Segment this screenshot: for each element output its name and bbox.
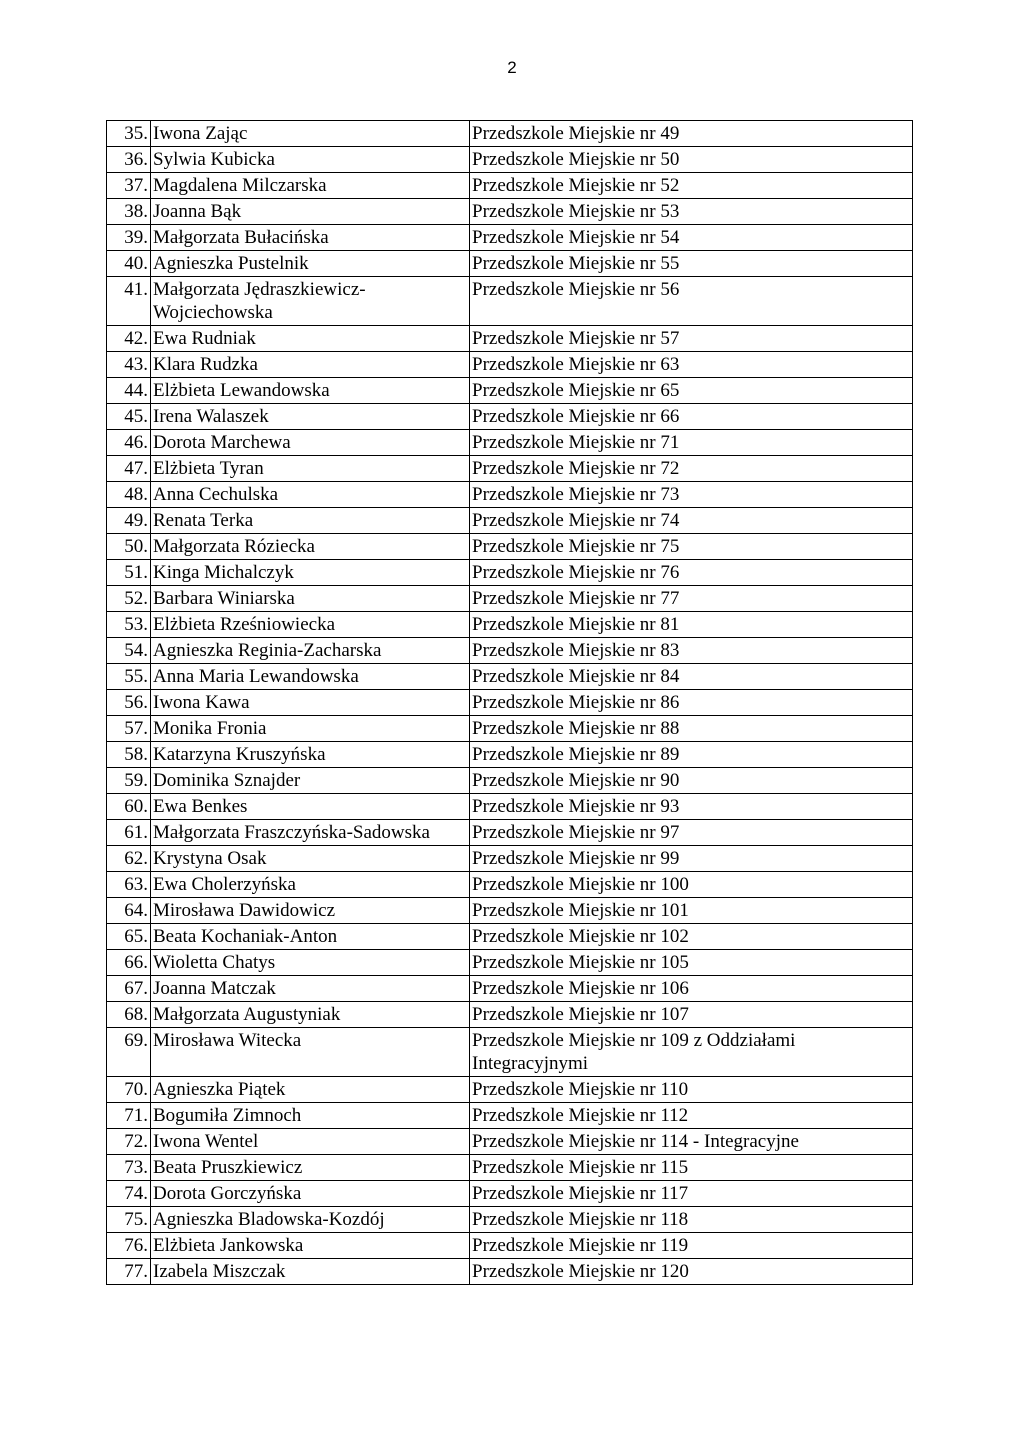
- table-row: [107, 430, 913, 456]
- teacher-name: Renata Terka: [151, 508, 470, 534]
- teacher-name: Elżbieta Lewandowska: [151, 378, 470, 404]
- table-row: [107, 1002, 913, 1028]
- row-number: 63.: [107, 872, 151, 898]
- table-row: [107, 225, 913, 251]
- school-name: Przedszkole Miejskie nr 52: [470, 173, 913, 199]
- school-name: Przedszkole Miejskie nr 66: [470, 404, 913, 430]
- teacher-name: Elżbieta Tyran: [151, 456, 470, 482]
- school-name: Przedszkole Miejskie nr 105: [470, 950, 913, 976]
- teacher-name: Dominika Sznajder: [151, 768, 470, 794]
- row-number: 41.: [107, 277, 151, 326]
- school-name: Przedszkole Miejskie nr 50: [470, 147, 913, 173]
- table-row: [107, 560, 913, 586]
- teacher-name: Elżbieta Jankowska: [151, 1233, 470, 1259]
- row-number: 42.: [107, 326, 151, 352]
- row-number: 58.: [107, 742, 151, 768]
- school-name: Przedszkole Miejskie nr 114 - Integracyjne: [470, 1129, 913, 1155]
- teacher-name: Beata Pruszkiewicz: [151, 1155, 470, 1181]
- table-row: [107, 1028, 913, 1077]
- teacher-name: Dorota Gorczyńska: [151, 1181, 470, 1207]
- table-row: [107, 1077, 913, 1103]
- row-number: 51.: [107, 560, 151, 586]
- teacher-name: Anna Cechulska: [151, 482, 470, 508]
- teacher-name: Małgorzata Augustyniak: [151, 1002, 470, 1028]
- table-row: [107, 508, 913, 534]
- table-row: [107, 1155, 913, 1181]
- school-name: Przedszkole Miejskie nr 112: [470, 1103, 913, 1129]
- row-number: 71.: [107, 1103, 151, 1129]
- school-name: Przedszkole Miejskie nr 55: [470, 251, 913, 277]
- teacher-name: Ewa Benkes: [151, 794, 470, 820]
- school-name: Przedszkole Miejskie nr 73: [470, 482, 913, 508]
- table-row: [107, 173, 913, 199]
- school-name: Przedszkole Miejskie nr 93: [470, 794, 913, 820]
- school-name: Przedszkole Miejskie nr 90: [470, 768, 913, 794]
- teacher-name: Małgorzata Róziecka: [151, 534, 470, 560]
- school-name: Przedszkole Miejskie nr 49: [470, 121, 913, 147]
- table-row: [107, 352, 913, 378]
- row-number: 69.: [107, 1028, 151, 1077]
- row-number: 61.: [107, 820, 151, 846]
- school-name: Przedszkole Miejskie nr 106: [470, 976, 913, 1002]
- teacher-name: Sylwia Kubicka: [151, 147, 470, 173]
- school-name: Przedszkole Miejskie nr 86: [470, 690, 913, 716]
- row-number: 49.: [107, 508, 151, 534]
- table-row: [107, 950, 913, 976]
- row-number: 44.: [107, 378, 151, 404]
- teacher-school-table: [106, 120, 913, 1285]
- row-number: 43.: [107, 352, 151, 378]
- table-row: [107, 326, 913, 352]
- teacher-name: Ewa Rudniak: [151, 326, 470, 352]
- row-number: 72.: [107, 1129, 151, 1155]
- row-number: 57.: [107, 716, 151, 742]
- teacher-name: Klara Rudzka: [151, 352, 470, 378]
- teacher-name: Irena Walaszek: [151, 404, 470, 430]
- teacher-name: Bogumiła Zimnoch: [151, 1103, 470, 1129]
- school-name: Przedszkole Miejskie nr 120: [470, 1259, 913, 1285]
- page-number: 2: [507, 58, 517, 77]
- row-number: 52.: [107, 586, 151, 612]
- row-number: 55.: [107, 664, 151, 690]
- school-name: Przedszkole Miejskie nr 81: [470, 612, 913, 638]
- table-row: [107, 872, 913, 898]
- teacher-name: Małgorzata Fraszczyńska-Sadowska: [151, 820, 470, 846]
- teacher-name: Agnieszka Pustelnik: [151, 251, 470, 277]
- row-number: 47.: [107, 456, 151, 482]
- table-row: [107, 1259, 913, 1285]
- table-row: [107, 768, 913, 794]
- teacher-name: Izabela Miszczak: [151, 1259, 470, 1285]
- school-name: Przedszkole Miejskie nr 100: [470, 872, 913, 898]
- teacher-name: Agnieszka Reginia-Zacharska: [151, 638, 470, 664]
- table-row: [107, 898, 913, 924]
- table-row: [107, 664, 913, 690]
- school-name: Przedszkole Miejskie nr 57: [470, 326, 913, 352]
- row-number: 60.: [107, 794, 151, 820]
- school-name: Przedszkole Miejskie nr 63: [470, 352, 913, 378]
- teacher-name: Kinga Michalczyk: [151, 560, 470, 586]
- school-name: Przedszkole Miejskie nr 54: [470, 225, 913, 251]
- row-number: 67.: [107, 976, 151, 1002]
- school-name: Przedszkole Miejskie nr 88: [470, 716, 913, 742]
- table-row: [107, 612, 913, 638]
- table-body: [107, 121, 913, 1285]
- school-name: Przedszkole Miejskie nr 110: [470, 1077, 913, 1103]
- school-name: Przedszkole Miejskie nr 84: [470, 664, 913, 690]
- row-number: 53.: [107, 612, 151, 638]
- table-row: [107, 456, 913, 482]
- row-number: 56.: [107, 690, 151, 716]
- row-number: 48.: [107, 482, 151, 508]
- row-number: 40.: [107, 251, 151, 277]
- teacher-name: Ewa Cholerzyńska: [151, 872, 470, 898]
- school-name: Przedszkole Miejskie nr 75: [470, 534, 913, 560]
- school-name: Przedszkole Miejskie nr 109 z Oddziałami Integracyjnymi: [470, 1028, 913, 1077]
- table-row: [107, 586, 913, 612]
- row-number: 37.: [107, 173, 151, 199]
- teacher-name: Iwona Zając: [151, 121, 470, 147]
- teacher-name: Agnieszka Bladowska-Kozdój: [151, 1207, 470, 1233]
- teacher-name: Monika Fronia: [151, 716, 470, 742]
- table-row: [107, 820, 913, 846]
- row-number: 54.: [107, 638, 151, 664]
- school-name: Przedszkole Miejskie nr 118: [470, 1207, 913, 1233]
- table-row: [107, 534, 913, 560]
- school-name: Przedszkole Miejskie nr 74: [470, 508, 913, 534]
- table-row: [107, 121, 913, 147]
- school-name: Przedszkole Miejskie nr 102: [470, 924, 913, 950]
- school-name: Przedszkole Miejskie nr 53: [470, 199, 913, 225]
- table-row: [107, 251, 913, 277]
- teacher-name: Iwona Wentel: [151, 1129, 470, 1155]
- teacher-name: Joanna Matczak: [151, 976, 470, 1002]
- school-name: Przedszkole Miejskie nr 76: [470, 560, 913, 586]
- row-number: 46.: [107, 430, 151, 456]
- row-number: 45.: [107, 404, 151, 430]
- teacher-name: Barbara Winiarska: [151, 586, 470, 612]
- teacher-name: Magdalena Milczarska: [151, 173, 470, 199]
- row-number: 77.: [107, 1259, 151, 1285]
- teacher-name: Katarzyna Kruszyńska: [151, 742, 470, 768]
- table-row: [107, 638, 913, 664]
- teacher-name: Agnieszka Piątek: [151, 1077, 470, 1103]
- row-number: 74.: [107, 1181, 151, 1207]
- school-name: Przedszkole Miejskie nr 72: [470, 456, 913, 482]
- row-number: 39.: [107, 225, 151, 251]
- table-row: [107, 378, 913, 404]
- table-row: [107, 924, 913, 950]
- table-row: [107, 277, 913, 326]
- school-name: Przedszkole Miejskie nr 89: [470, 742, 913, 768]
- school-name: Przedszkole Miejskie nr 107: [470, 1002, 913, 1028]
- table-row: [107, 199, 913, 225]
- row-number: 62.: [107, 846, 151, 872]
- school-name: Przedszkole Miejskie nr 99: [470, 846, 913, 872]
- school-name: Przedszkole Miejskie nr 97: [470, 820, 913, 846]
- school-name: Przedszkole Miejskie nr 101: [470, 898, 913, 924]
- row-number: 68.: [107, 1002, 151, 1028]
- table-row: [107, 1181, 913, 1207]
- teacher-name: Beata Kochaniak-Anton: [151, 924, 470, 950]
- table-row: [107, 1233, 913, 1259]
- teacher-name: Anna Maria Lewandowska: [151, 664, 470, 690]
- teacher-name: Małgorzata Bułacińska: [151, 225, 470, 251]
- teacher-name: Mirosława Witecka: [151, 1028, 470, 1077]
- school-name: Przedszkole Miejskie nr 77: [470, 586, 913, 612]
- table-row: [107, 482, 913, 508]
- teacher-name: Wioletta Chatys: [151, 950, 470, 976]
- row-number: 66.: [107, 950, 151, 976]
- teacher-name: Elżbieta Rześniowiecka: [151, 612, 470, 638]
- school-name: Przedszkole Miejskie nr 117: [470, 1181, 913, 1207]
- row-number: 35.: [107, 121, 151, 147]
- school-name: Przedszkole Miejskie nr 71: [470, 430, 913, 456]
- table-row: [107, 976, 913, 1002]
- table-row: [107, 690, 913, 716]
- row-number: 75.: [107, 1207, 151, 1233]
- row-number: 36.: [107, 147, 151, 173]
- school-name: Przedszkole Miejskie nr 119: [470, 1233, 913, 1259]
- table-row: [107, 1207, 913, 1233]
- row-number: 59.: [107, 768, 151, 794]
- teacher-name: Mirosława Dawidowicz: [151, 898, 470, 924]
- row-number: 73.: [107, 1155, 151, 1181]
- row-number: 70.: [107, 1077, 151, 1103]
- school-name: Przedszkole Miejskie nr 115: [470, 1155, 913, 1181]
- school-name: Przedszkole Miejskie nr 65: [470, 378, 913, 404]
- school-name: Przedszkole Miejskie nr 56: [470, 277, 913, 326]
- teacher-name: Joanna Bąk: [151, 199, 470, 225]
- row-number: 65.: [107, 924, 151, 950]
- row-number: 50.: [107, 534, 151, 560]
- table-row: [107, 794, 913, 820]
- teacher-name: Dorota Marchewa: [151, 430, 470, 456]
- table-row: [107, 147, 913, 173]
- teacher-name: Iwona Kawa: [151, 690, 470, 716]
- table-row: [107, 846, 913, 872]
- table-row: [107, 1103, 913, 1129]
- teacher-name: Krystyna Osak: [151, 846, 470, 872]
- table-row: [107, 404, 913, 430]
- table-row: [107, 1129, 913, 1155]
- row-number: 38.: [107, 199, 151, 225]
- row-number: 76.: [107, 1233, 151, 1259]
- school-name: Przedszkole Miejskie nr 83: [470, 638, 913, 664]
- teacher-name: Małgorzata Jędraszkiewicz-Wojciechowska: [151, 277, 470, 326]
- table-row: [107, 742, 913, 768]
- row-number: 64.: [107, 898, 151, 924]
- table-row: [107, 716, 913, 742]
